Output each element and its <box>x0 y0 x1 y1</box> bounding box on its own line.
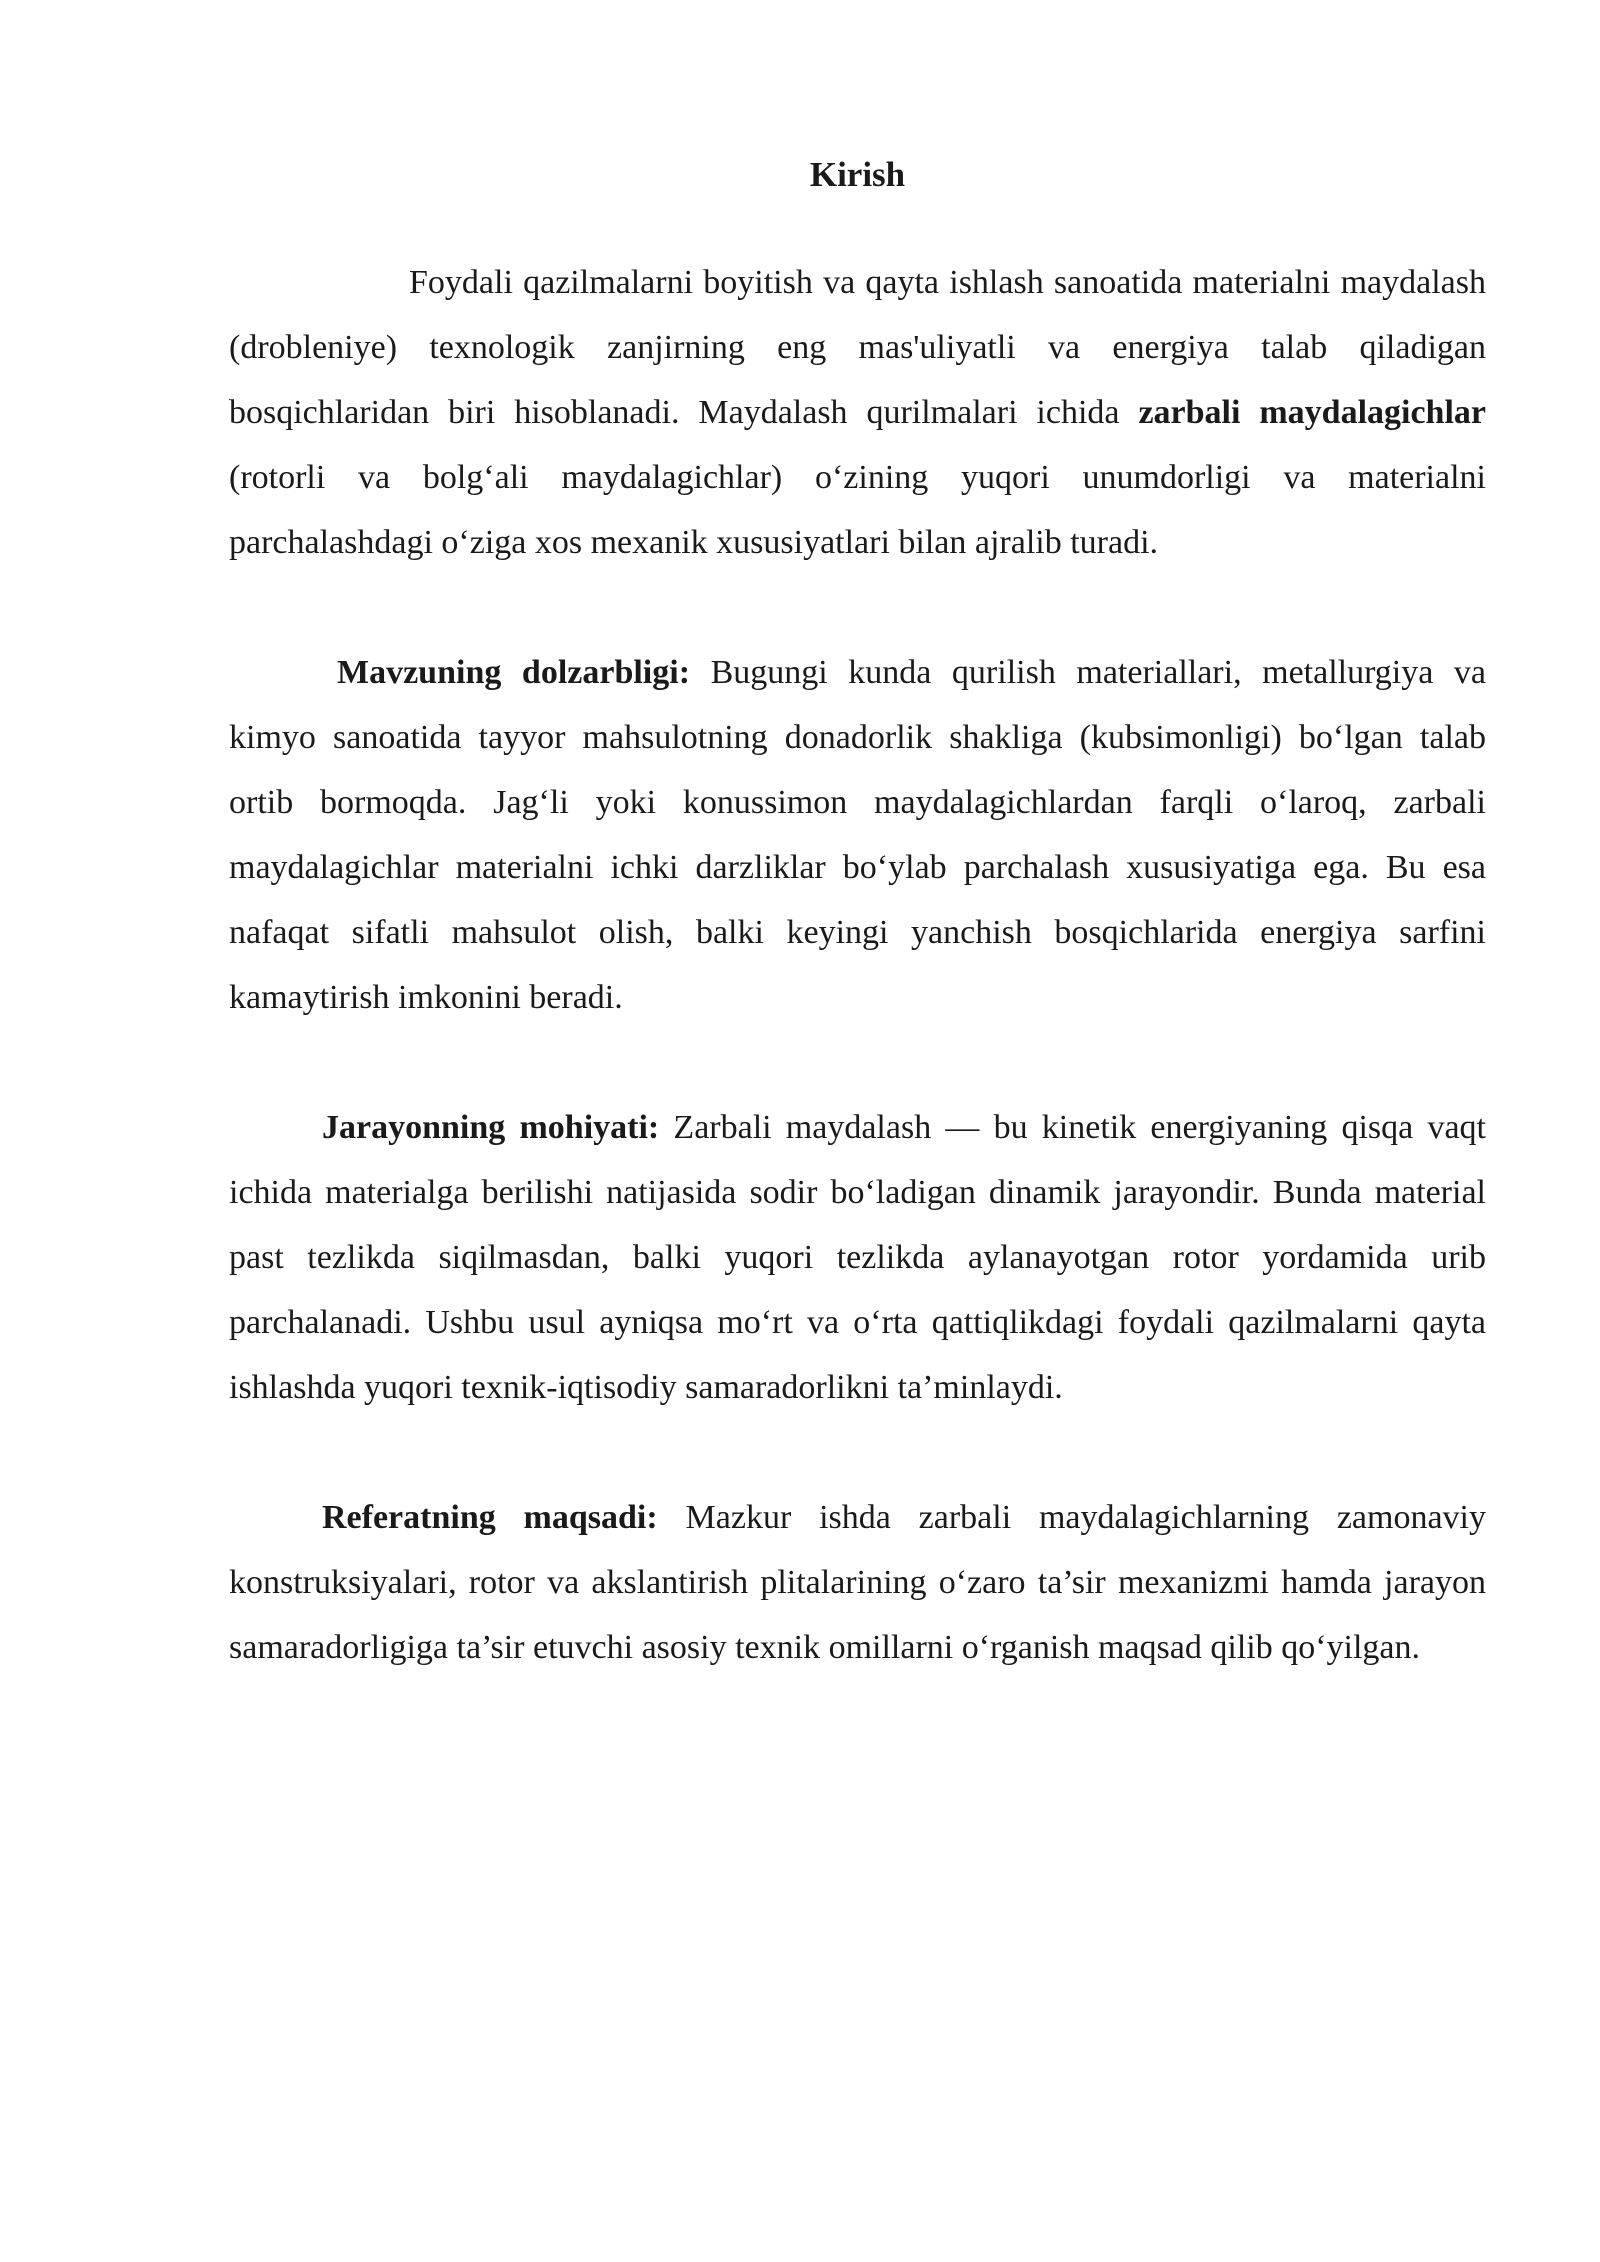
intro-bold-term: zarbali maydalagichlar <box>1138 394 1486 431</box>
goal-label: Referatning maqsadi: <box>322 1499 658 1536</box>
page-title: Kirish <box>809 155 906 194</box>
intro-paragraph <box>229 250 1486 575</box>
relevance-paragraph <box>229 640 1486 1030</box>
goal-text: Mazkur ishda zarbali maydalagichlarning zamonaviy konstruksiyalari, rotor va akslantirish plitalarining o‘zaro ta’sir mexanizmi hamda jarayon samaradorligiga ta’sir etuvchi asosiy texnik omillarni o‘rganish maqsad qilib qo‘yilgan. <box>229 1499 1486 1666</box>
essence-text: Zarbali maydalash — bu kinetik energiyaning qisqa vaqt ichida materialga berilishi natijasida sodir bo‘ladigan dinamik jarayondir. Bunda material past tezlikda siqilmasdan, balki yuqori tezlikda aylanayotgan rotor yordamida urib parchalanadi. Ushbu usul ayniqsa mo‘rt va o‘rta qattiqlikdagi foydali qazilmalarni qayta ishlashda yuqori texnik-iqtisodiy samaradorlikni ta’minlaydi. <box>229 1109 1486 1406</box>
essence-paragraph <box>229 1095 1486 1420</box>
relevance-label: Mavzuning dolzarbligi: <box>337 654 691 691</box>
intro-text-start: Foydali qazilmalarni boyitish va qayta ishlash sanoatida materialni maydalash (drobleniye) texnologik zanjirning eng mas'uliyatli va energiya talab qiladigan bosqichlaridan biri hisoblanadi. Maydalash qurilmalari ichida <box>229 264 1486 431</box>
essence-label: Jarayonning mohiyati: <box>322 1109 660 1146</box>
intro-text-end: (rotorli va bolg‘ali maydalagichlar) o‘zining yuqori unumdorligi va materialni parchalashdagi o‘ziga xos mexanik xususiyatlari bilan ajralib turadi. <box>229 459 1486 561</box>
goal-paragraph <box>229 1485 1486 1680</box>
relevance-text: Bugungi kunda qurilish materiallari, metallurgiya va kimyo sanoatida tayyor mahsulotning donadorlik shakliga (kubsimonligi) bo‘lgan talab ortib bormoqda. Jag‘li yoki konussimon maydalagichlardan farqli o‘laroq, zarbali maydalagichlar materialni ichki darzliklar bo‘ylab parchalash xususiyatiga ega. Bu esa nafaqat sifatli mahsulot olish, balki keyingi yanchish bosqichlarida energiya sarfini kamaytirish imkonini beradi. <box>229 654 1486 1016</box>
document-body <box>229 145 1486 1680</box>
